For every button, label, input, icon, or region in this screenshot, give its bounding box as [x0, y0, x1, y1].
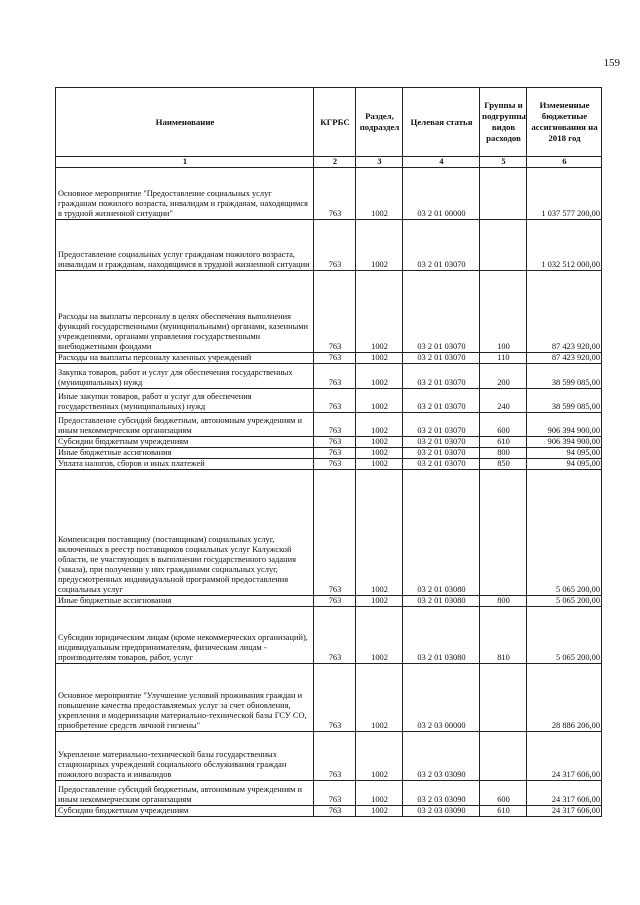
- cell-target: 03 2 03 03090: [403, 806, 480, 817]
- cell-name: Закупка товаров, работ и услуг для обеспечения государственных (муниципальных) нужд: [56, 364, 314, 389]
- cell-name: Субсидии бюджетным учреждениям: [56, 806, 314, 817]
- cell-group: 810: [480, 607, 527, 664]
- cell-kgrbs: 763: [314, 664, 356, 732]
- cell-section: 1002: [356, 470, 403, 596]
- column-number: 1: [56, 157, 314, 168]
- cell-kgrbs: 763: [314, 470, 356, 596]
- cell-kgrbs: 763: [314, 353, 356, 364]
- cell-target: 03 2 01 03070: [403, 413, 480, 437]
- cell-group: 800: [480, 596, 527, 607]
- cell-section: 1002: [356, 413, 403, 437]
- cell-section: 1002: [356, 220, 403, 271]
- column-number: 6: [527, 157, 602, 168]
- cell-name: Субсидии юридическим лицам (кроме некоммерческих организаций), индивидуальным предпринимателям, физическим лицам - производителям товаров, работ, услуг: [56, 607, 314, 664]
- table-row: [56, 389, 602, 413]
- table-row: [56, 607, 602, 664]
- cell-amount: 28 886 206,00: [527, 664, 602, 732]
- cell-amount: 5 065 200,00: [527, 607, 602, 664]
- cell-amount: 87 423 920,00: [527, 353, 602, 364]
- cell-amount: 94 095,00: [527, 459, 602, 470]
- table-row: [56, 596, 602, 607]
- cell-group: [480, 220, 527, 271]
- cell-target: 03 2 03 00000: [403, 664, 480, 732]
- header-amount: Измененные бюджетные ассигнования на 2018 год: [527, 88, 602, 157]
- cell-amount: 906 394 900,00: [527, 437, 602, 448]
- cell-section: 1002: [356, 364, 403, 389]
- cell-section: 1002: [356, 664, 403, 732]
- header-section: Раздел, подраздел: [356, 88, 403, 157]
- cell-amount: 38 599 085,00: [527, 364, 602, 389]
- cell-kgrbs: 763: [314, 596, 356, 607]
- table-row: [56, 806, 602, 817]
- cell-section: 1002: [356, 389, 403, 413]
- cell-amount: 1 037 577 200,00: [527, 168, 602, 220]
- cell-kgrbs: 763: [314, 389, 356, 413]
- table-row: [56, 220, 602, 271]
- column-number: 5: [480, 157, 527, 168]
- cell-group: 600: [480, 781, 527, 806]
- table-row: [56, 448, 602, 459]
- cell-amount: 94 095,00: [527, 448, 602, 459]
- cell-target: 03 2 01 03070: [403, 389, 480, 413]
- column-number-row: [56, 157, 602, 168]
- header-kgrbs: КГРБС: [314, 88, 356, 157]
- cell-target: 03 2 01 03080: [403, 596, 480, 607]
- cell-target: 03 2 01 03080: [403, 607, 480, 664]
- cell-group: [480, 732, 527, 781]
- table-header-row: [56, 88, 602, 157]
- cell-name: Предоставление субсидий бюджетным, автономным учреждениям и иным некоммерческим организациям: [56, 781, 314, 806]
- table-row: [56, 271, 602, 353]
- cell-target: 03 2 01 03070: [403, 364, 480, 389]
- cell-name: Субсидии бюджетным учреждениям: [56, 437, 314, 448]
- cell-kgrbs: 763: [314, 459, 356, 470]
- cell-target: 03 2 01 03070: [403, 437, 480, 448]
- cell-section: 1002: [356, 437, 403, 448]
- table-row: [56, 781, 602, 806]
- cell-amount: 5 065 200,00: [527, 596, 602, 607]
- cell-name: Расходы на выплаты персоналу казенных учреждений: [56, 353, 314, 364]
- cell-group: 610: [480, 437, 527, 448]
- cell-section: 1002: [356, 781, 403, 806]
- table-row: [56, 353, 602, 364]
- cell-group: [480, 470, 527, 596]
- header-groups: Группы и подгруппы видов расходов: [480, 88, 527, 157]
- cell-kgrbs: 763: [314, 781, 356, 806]
- cell-name: Предоставление социальных услуг гражданам пожилого возраста, инвалидам и гражданам, находящимся в трудной жизненной ситуации: [56, 220, 314, 271]
- page-number: 159: [603, 57, 620, 69]
- cell-kgrbs: 763: [314, 607, 356, 664]
- cell-target: 03 2 01 00000: [403, 168, 480, 220]
- table-row: [56, 732, 602, 781]
- table-row: [56, 364, 602, 389]
- cell-name: Компенсация поставщику (поставщикам) социальных услуг, включенных в реестр поставщиков социальных услуг Калужской области, не участвующих в выполнении государственного задания (заказа), при получении у них гражданами социальных услуг, предусмотренных индивидуальной программой предоставления социальных услуг: [56, 470, 314, 596]
- cell-kgrbs: 763: [314, 413, 356, 437]
- cell-section: 1002: [356, 806, 403, 817]
- table-row: [56, 413, 602, 437]
- cell-group: 850: [480, 459, 527, 470]
- header-target: Целевая статья: [403, 88, 480, 157]
- cell-kgrbs: 763: [314, 220, 356, 271]
- cell-name: Укрепление материально-технической базы государственных стационарных учреждений социального обслуживания граждан пожилого возраста и инвалидов: [56, 732, 314, 781]
- cell-group: 240: [480, 389, 527, 413]
- cell-target: 03 2 03 03090: [403, 781, 480, 806]
- cell-amount: 1 032 512 000,00: [527, 220, 602, 271]
- cell-amount: 5 065 200,00: [527, 470, 602, 596]
- cell-section: 1002: [356, 448, 403, 459]
- cell-amount: 87 423 920,00: [527, 271, 602, 353]
- cell-amount: 24 317 606,00: [527, 781, 602, 806]
- cell-name: Основное мероприятие "Предоставление социальных услуг гражданам пожилого возраста, инвалидам и гражданам, находящимся в трудной жизненной ситуации": [56, 168, 314, 220]
- cell-kgrbs: 763: [314, 168, 356, 220]
- table-row: [56, 664, 602, 732]
- cell-amount: 24 317 606,00: [527, 732, 602, 781]
- cell-group: 800: [480, 448, 527, 459]
- cell-group: [480, 168, 527, 220]
- header-name: Наименование: [56, 88, 314, 157]
- cell-name: Основное мероприятие "Улучшение условий проживания граждан и повышение качества предоставляемых услуг за счет обновления, укрепления и модернизации материально-технической базы ГСУ СО, приобретение средств личной гигиены": [56, 664, 314, 732]
- column-number: 3: [356, 157, 403, 168]
- cell-amount: 38 599 085,00: [527, 389, 602, 413]
- cell-name: Расходы на выплаты персоналу в целях обеспечения выполнения функций государственными (муниципальными) органами, казенными учреждениями, органами управления государственными внебюджетными фондами: [56, 271, 314, 353]
- cell-section: 1002: [356, 596, 403, 607]
- cell-target: 03 2 03 03090: [403, 732, 480, 781]
- cell-amount: 906 394 900,00: [527, 413, 602, 437]
- budget-table: [55, 87, 602, 817]
- cell-target: 03 2 01 03070: [403, 459, 480, 470]
- column-number: 2: [314, 157, 356, 168]
- cell-kgrbs: 763: [314, 271, 356, 353]
- table-row: [56, 437, 602, 448]
- cell-section: 1002: [356, 459, 403, 470]
- cell-name: Иные закупки товаров, работ и услуг для обеспечения государственных (муниципальных) нужд: [56, 389, 314, 413]
- cell-section: 1002: [356, 168, 403, 220]
- cell-group: 600: [480, 413, 527, 437]
- cell-kgrbs: 763: [314, 448, 356, 459]
- cell-name: Иные бюджетные ассигнования: [56, 596, 314, 607]
- cell-section: 1002: [356, 607, 403, 664]
- cell-kgrbs: 763: [314, 806, 356, 817]
- cell-group: 100: [480, 271, 527, 353]
- cell-target: 03 2 01 03070: [403, 448, 480, 459]
- cell-section: 1002: [356, 271, 403, 353]
- cell-group: 110: [480, 353, 527, 364]
- cell-group: [480, 664, 527, 732]
- cell-target: 03 2 01 03070: [403, 220, 480, 271]
- table-row: [56, 470, 602, 596]
- cell-kgrbs: 763: [314, 732, 356, 781]
- cell-target: 03 2 01 03080: [403, 470, 480, 596]
- cell-kgrbs: 763: [314, 364, 356, 389]
- cell-amount: 24 317 606,00: [527, 806, 602, 817]
- cell-target: 03 2 01 03070: [403, 271, 480, 353]
- table-row: [56, 459, 602, 470]
- cell-group: 610: [480, 806, 527, 817]
- cell-group: 200: [480, 364, 527, 389]
- cell-target: 03 2 01 03070: [403, 353, 480, 364]
- table-row: [56, 168, 602, 220]
- column-number: 4: [403, 157, 480, 168]
- cell-section: 1002: [356, 732, 403, 781]
- cell-kgrbs: 763: [314, 437, 356, 448]
- cell-name: Уплата налогов, сборов и иных платежей: [56, 459, 314, 470]
- cell-name: Предоставление субсидий бюджетным, автономным учреждениям и иным некоммерческим организациям: [56, 413, 314, 437]
- cell-name: Иные бюджетные ассигнования: [56, 448, 314, 459]
- cell-section: 1002: [356, 353, 403, 364]
